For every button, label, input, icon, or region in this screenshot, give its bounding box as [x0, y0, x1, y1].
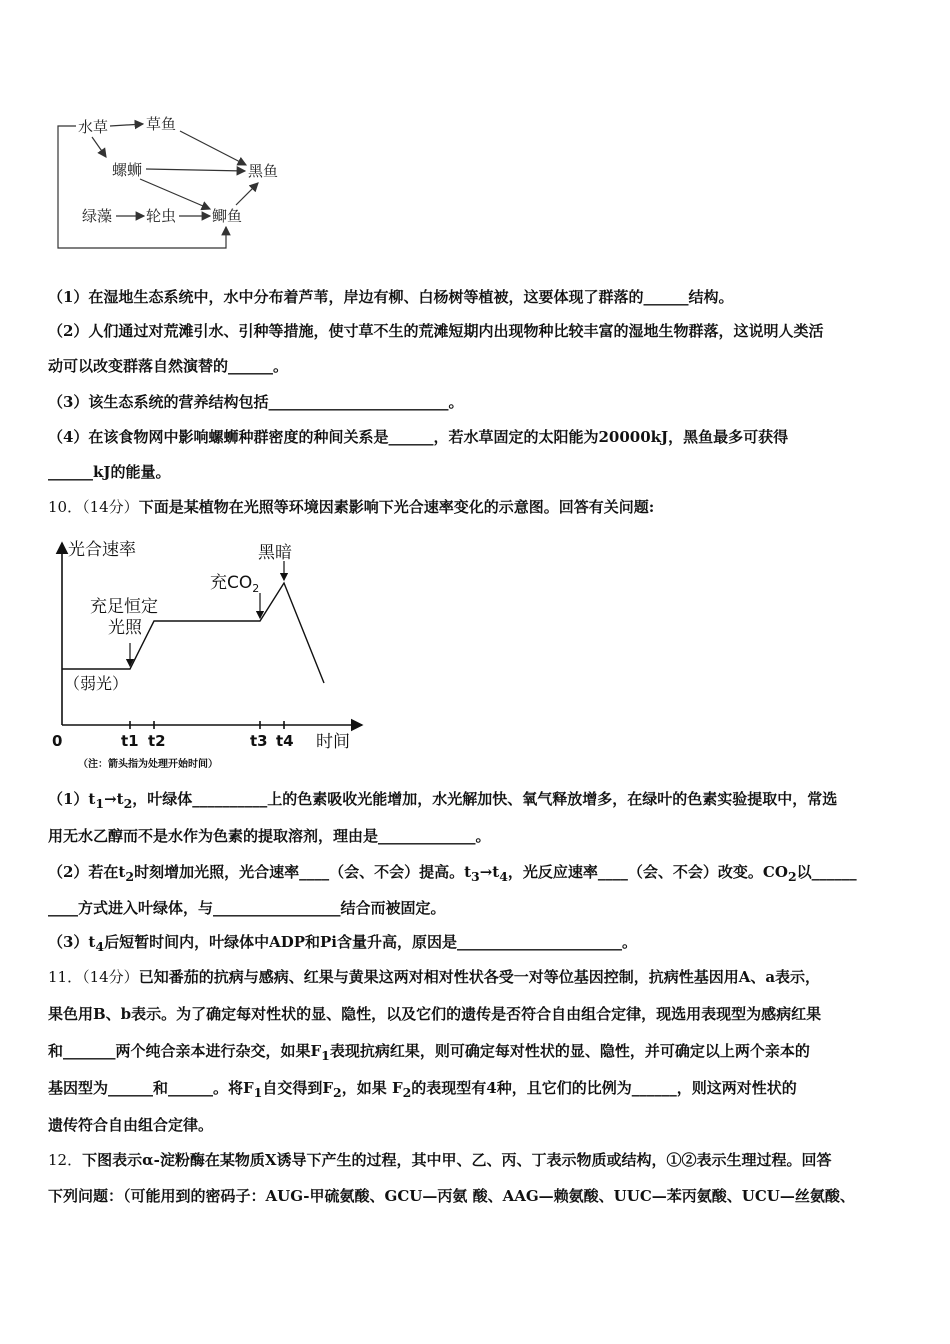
q9-part4-line1: （4）在该食物网中影响螺蛳种群密度的种间关系是______，若水草固定的太阳能为20000kJ，黑鱼最多可获得 — [48, 428, 789, 446]
chart-note: （注：箭头指为处理开始时间） — [78, 759, 218, 770]
arrow-caoyu-heiyu — [180, 131, 246, 165]
y-axis-label: 光合速率 — [68, 540, 136, 560]
photosynthesis-chart — [44, 533, 374, 753]
q10-stem — [48, 497, 908, 517]
annotation-co2: 充$CO_2$ — [210, 573, 260, 595]
node-heiyu: 黑鱼 — [248, 162, 279, 180]
x-axis-label: 时间 — [316, 732, 350, 752]
tick-label-t2: t2 — [148, 732, 166, 750]
node-lvzao: 绿藻 — [82, 207, 113, 225]
q9-part3: （3）该生态系统的营养结构包括________________________。 — [48, 393, 464, 411]
q11-line4: 基因型为______和______。将$F_1$自交得到$F_2$，如果 $F_2$的表现型有4种，且它们的比例为______，则这两对性状的 — [48, 1079, 797, 1100]
q11-line1: 11．（14分）已知番茄的抗病与感病、红果与黄果这两对相对性状各受一对等位基因控制，抗病性基因用A、a表示， — [48, 968, 821, 986]
arrow-shuicao-caoyu — [110, 124, 143, 126]
arrow-luosi-jiyu — [140, 179, 210, 209]
q10-number: 10．（14分） — [48, 498, 139, 516]
node-caoyu: 草鱼 — [146, 115, 177, 133]
tick-label-t3: t3 — [250, 732, 268, 750]
origin-label: 0 — [52, 732, 63, 750]
q9-part1: （1）在湿地生态系统中，水中分布着芦苇，岸边有柳、白杨树等植被，这要体现了群落的______结构。 — [48, 288, 734, 306]
q12-line2: 下列问题：（可能用到的密码子：AUG-甲硫氨酸、GCU—丙氨 酸、AAG—赖氨酸、UUC—苯丙氨酸、UCU—丝氨酸、 — [48, 1187, 855, 1205]
q10-part1-line1: $(1)t_1\to t_2$，叶绿体__________上的色素吸收光能增加，水光解加快、氧气释放增多，在绿叶的色素实验提取中，常选 — [48, 790, 838, 811]
q10-part2-line2: ____方式进入叶绿体，与_________________结合而被固定。 — [48, 899, 446, 917]
q11-line5: 遗传符合自由组合定律。 — [48, 1116, 214, 1134]
node-lunchong: 轮虫 — [146, 207, 177, 225]
q9-part2-line1: （2）人们通过对荒滩引水、引种等措施，使寸草不生的荒滩短期内出现物种比较丰富的湿地生物群落，这说明人类活 — [48, 322, 824, 340]
q11-line2: 果色用B、b表示。为了确定每对性状的显、隐性，以及它们的遗传是否符合自由组合定律，现选用表现型为感病红果 — [48, 1005, 822, 1023]
node-luosi: 螺蛳 — [112, 161, 143, 179]
arrow-shuicao-luosi — [92, 137, 106, 157]
q9-part4-line2: ______kJ的能量。 — [48, 463, 171, 481]
tick-label-t1: t1 — [121, 732, 139, 750]
q10-part1-line2: 用无水乙醇而不是水作为色素的提取溶剂，理由是_____________。 — [48, 827, 491, 845]
tick-label-t4: t4 — [276, 732, 294, 750]
food-web-diagram — [40, 105, 300, 260]
node-shuicao: 水草 — [78, 118, 109, 136]
arrow-jiyu-heiyu — [236, 183, 258, 205]
q11-line3: 和_______两个纯合亲本进行杂交，如果$F_1$表现抗病红果，则可确定每对性状的显、隐性，并可确定以上两个亲本的 — [48, 1042, 810, 1063]
arrow-luosi-heiyu — [146, 169, 245, 171]
annotation-light-line2: 光照 — [108, 618, 142, 638]
q10-text: 下面是某植物在光照等环境因素影响下光合速率变化的示意图。回答有关问题: — [138, 498, 655, 516]
annotation-dark: 黑暗 — [258, 543, 292, 563]
node-jiyu: 鲫鱼 — [212, 207, 243, 225]
arrow-shuicao-jiyu-loop — [58, 126, 226, 248]
annotation-light-line1: 充足恒定 — [90, 597, 158, 617]
q10-part2-line1: （2）若在$t_2$时刻增加光照，光合速率____（会、不会）提高。$t_3\to t_4$，光反应速率____（会、不会）改变。$CO_2$以______ — [48, 863, 857, 884]
annotation-weak-light: （弱光） — [64, 674, 129, 693]
q10-part3: $(3)t_4$后短暂时间内，叶绿体中ADP和Pi含量升高，原因是______________________。 — [48, 933, 637, 954]
q9-part2-line2: 动可以改变群落自然演替的______。 — [48, 357, 289, 375]
q12-line1: 12．下图表示α-淀粉酶在某物质X诱导下产生的过程，其中甲、乙、丙、丁表示物质或结构，①②表示生理过程。回答 — [48, 1151, 832, 1169]
